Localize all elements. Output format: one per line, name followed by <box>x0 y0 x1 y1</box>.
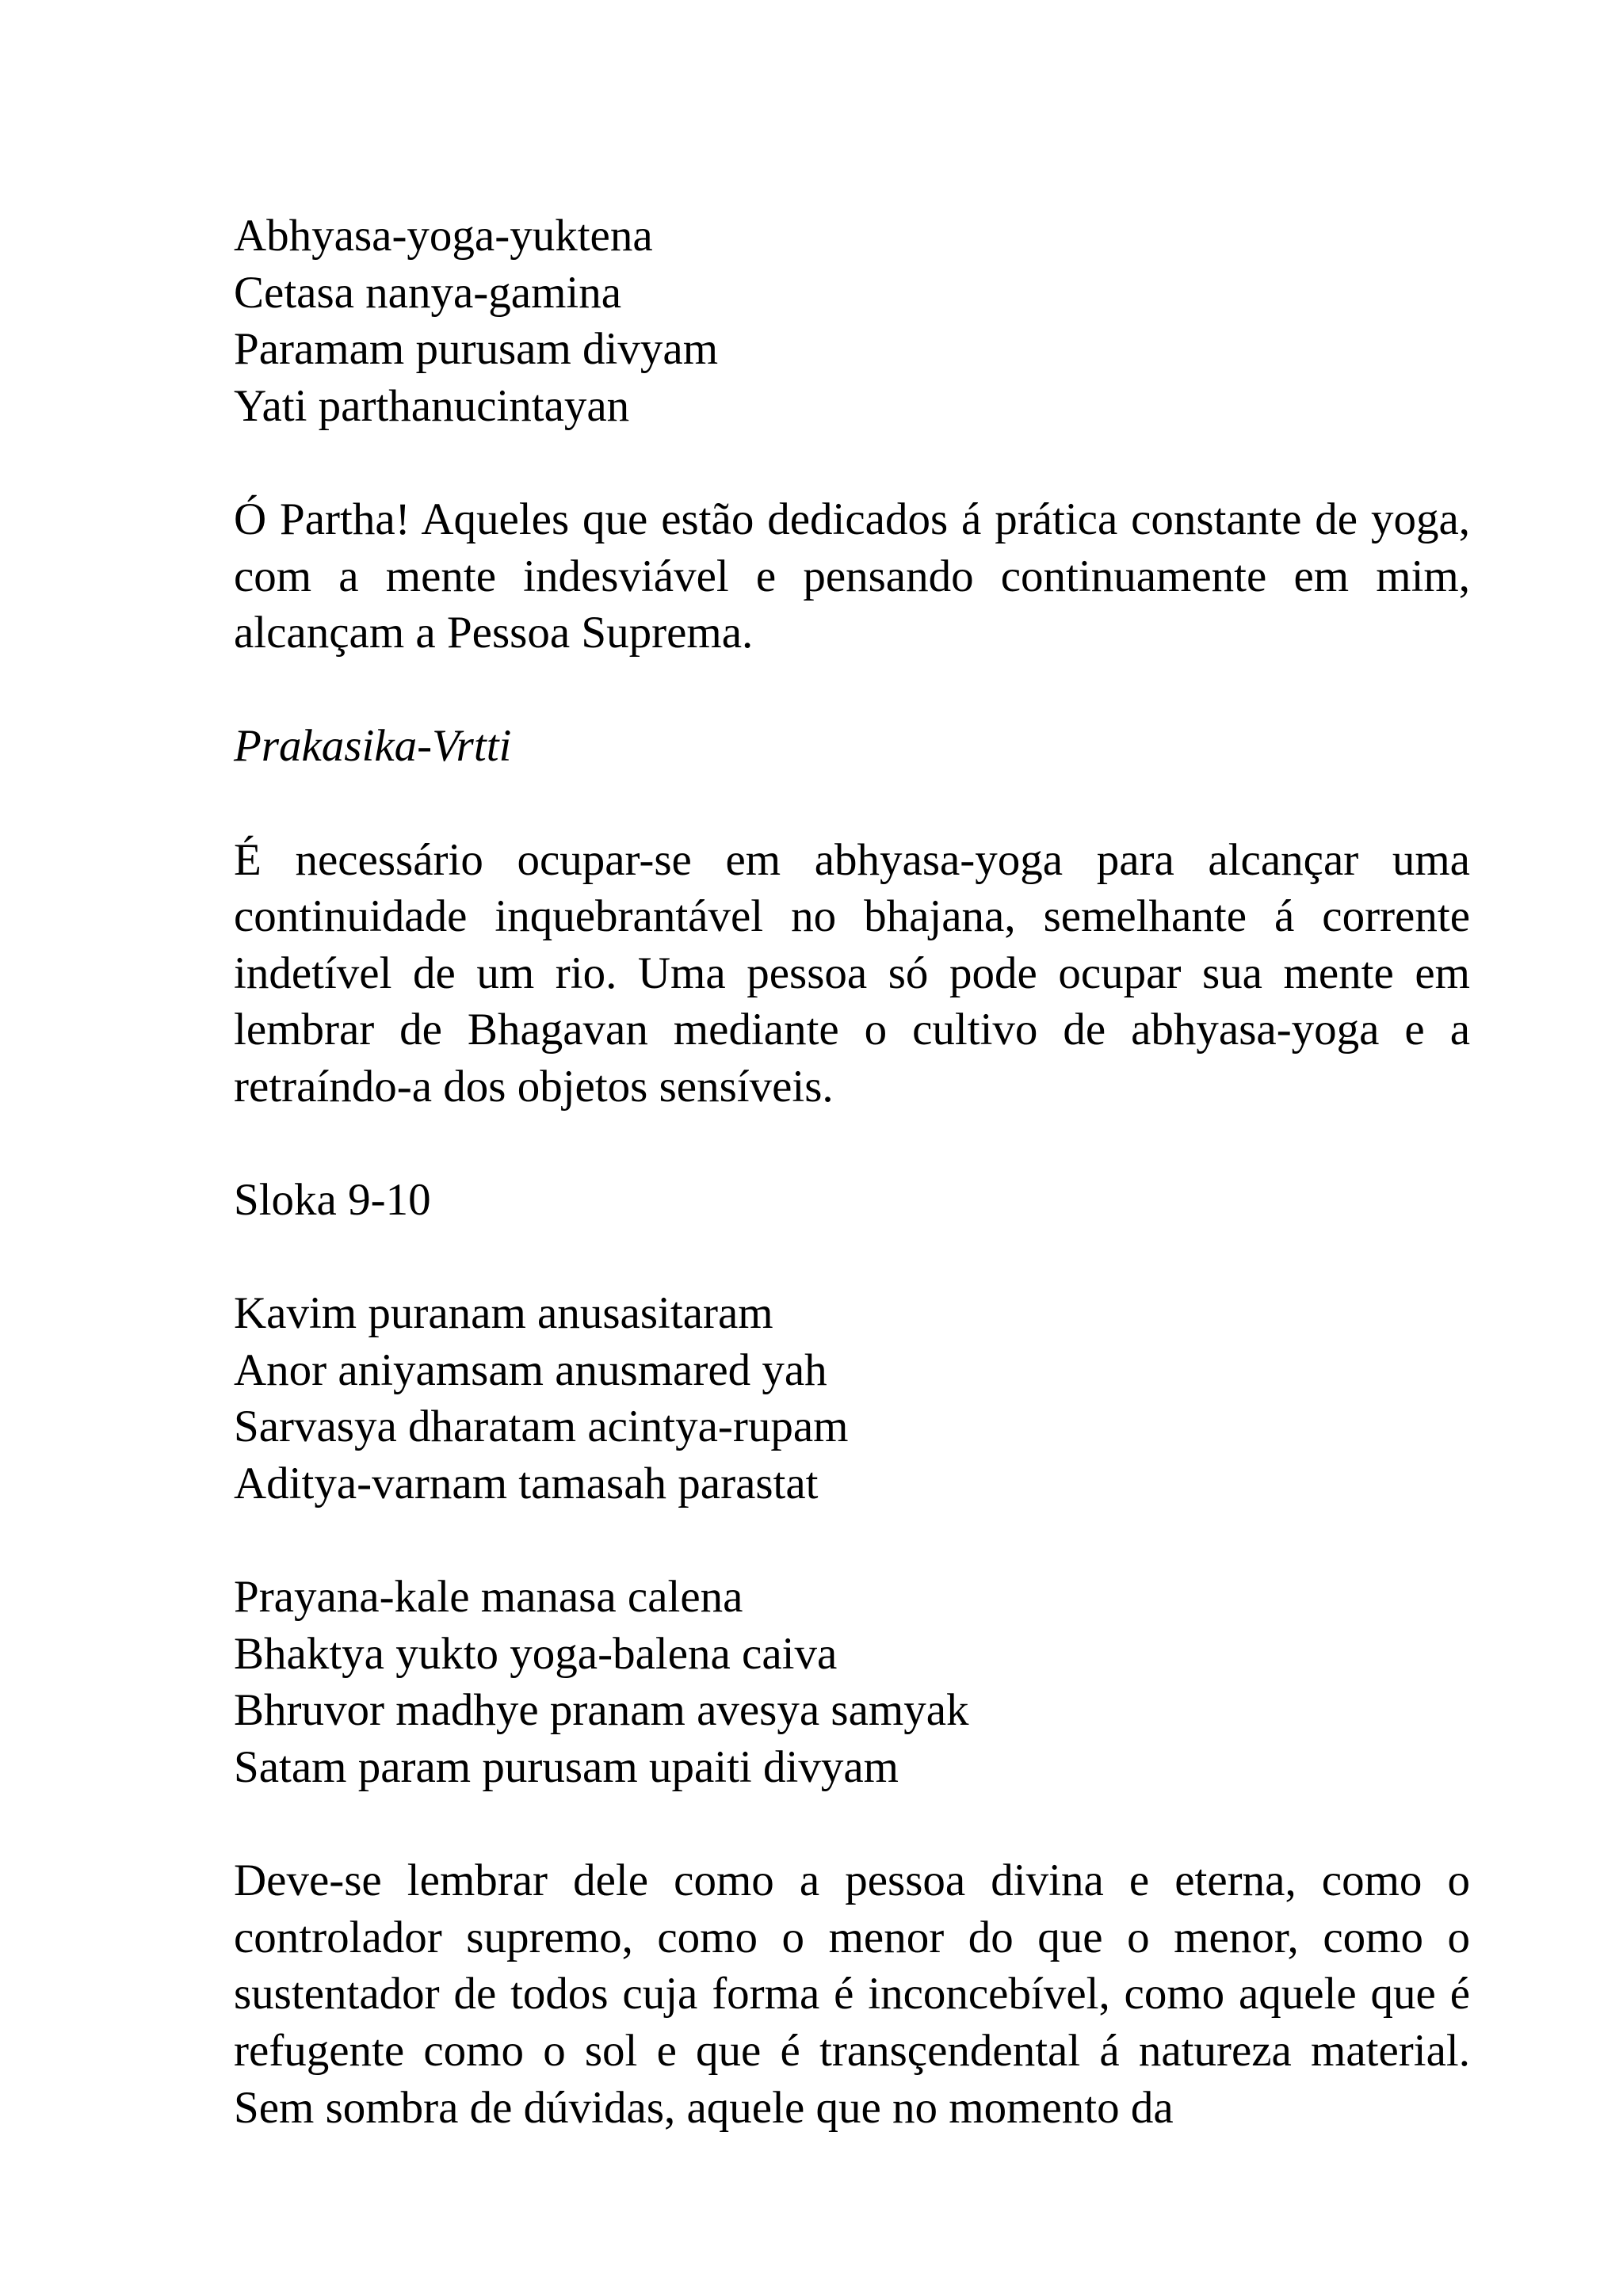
verse-line: Abhyasa-yoga-yuktena <box>234 211 653 261</box>
verse-line: Sarvasya dharatam acintya-rupam <box>234 1402 849 1452</box>
verse-line: Bhruvor madhye pranam avesya samyak <box>234 1685 969 1736</box>
verse-line: Paramam purusam divyam <box>234 324 719 375</box>
verse-line: Prayana-kale manasa calena <box>234 1572 743 1623</box>
commentary-text: É necessário ocupar-se em abhyasa-yoga para alcançar uma continuidade inquebrantável no bhajana, semelhante á corrente indetível de um rio. Uma pessoa só pode ocupar sua mente em lembrar de Bhagavan mediante o cultivo de abhyasa-yoga e a retraíndo-a dos objetos sensíveis. <box>234 834 1470 1112</box>
commentary-title: Prakasika-Vrtti <box>234 721 512 772</box>
verse-line: Kavim puranam anusasitaram <box>234 1288 773 1339</box>
verse-line: Aditya-varnam tamasah parastat <box>234 1459 819 1509</box>
final-paragraph: Deve-se lembrar dele como a pessoa divina e eterna, como o controlador supremo, como o menor do que o menor, como o sustentador de todos cuja forma é inconcebível, como aquele que é refugente como o sol e que é transçendental á natureza material. Sem sombra de dúvidas, aquele que no momento da <box>234 1855 1470 2133</box>
sloka-heading: Sloka 9-10 <box>234 1175 431 1226</box>
verse-line: Yati parthanucintayan <box>234 380 630 431</box>
verse-line: Cetasa nanya-gamina <box>234 267 622 318</box>
verse-line: Anor aniyamsam anusmared yah <box>234 1344 827 1395</box>
verse-line: Satam param purusam upaiti divyam <box>234 1742 899 1793</box>
page-content <box>234 208 1470 2136</box>
verse-9 <box>234 1285 1470 1512</box>
verse-10 <box>234 1569 1470 1795</box>
verse-8 <box>234 208 1470 434</box>
verse-line: Bhaktya yukto yoga-balena caiva <box>234 1628 838 1679</box>
verse-8-translation: Ó Partha! Aqueles que estão dedicados á prática constante de yoga, com a mente indesviável e pensando continuamente em mim, alcançam a Pessoa Suprema. <box>234 494 1470 658</box>
